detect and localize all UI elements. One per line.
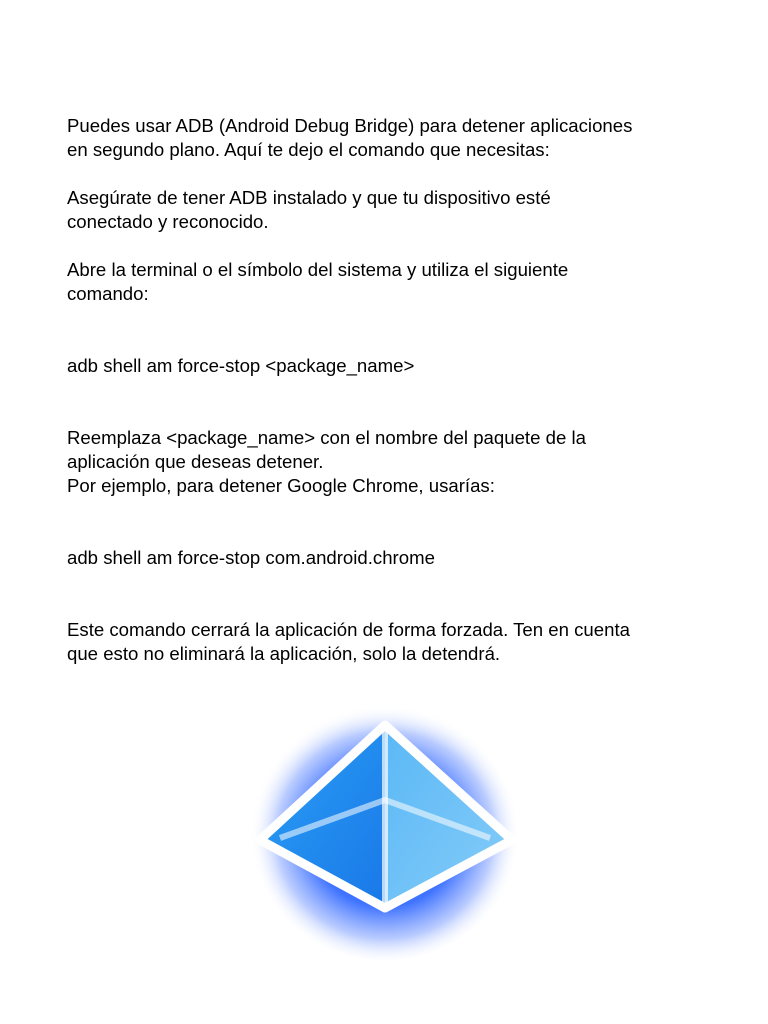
paragraph-prerequisite: Asegúrate de tener ADB instalado y que tu dispositivo esté conectado y reconocido.: [67, 187, 551, 232]
glowing-blue-pyramid-icon: [250, 700, 520, 960]
spacer: [67, 234, 717, 258]
paragraph-replace-package: Reemplaza <package_name> con el nombre del paquete de la aplicación que deseas detener. Por ejemplo, para detener Google Chrome, usarías:: [67, 427, 586, 496]
paragraph-intro: Puedes usar ADB (Android Debug Bridge) para detener aplicaciones en segundo plano. Aquí te dejo el comando que necesitas:: [67, 115, 633, 160]
spacer: [67, 162, 717, 186]
pyramid-logo-svg: [250, 700, 520, 960]
paragraph-conclusion: Este comando cerrará la aplicación de forma forzada. Ten en cuenta que esto no eliminará la aplicación, solo la detendrá.: [67, 619, 630, 664]
spacer: [67, 378, 717, 426]
spacer: [67, 570, 717, 618]
paragraph-open-terminal: Abre la terminal o el símbolo del sistema y utiliza el siguiente comando:: [67, 259, 569, 304]
command-chrome-example: adb shell am force-stop com.android.chrome: [67, 547, 435, 568]
spacer: [67, 306, 717, 354]
spacer: [67, 498, 717, 546]
document-body: [67, 114, 717, 666]
command-generic: adb shell am force-stop <package_name>: [67, 355, 415, 376]
